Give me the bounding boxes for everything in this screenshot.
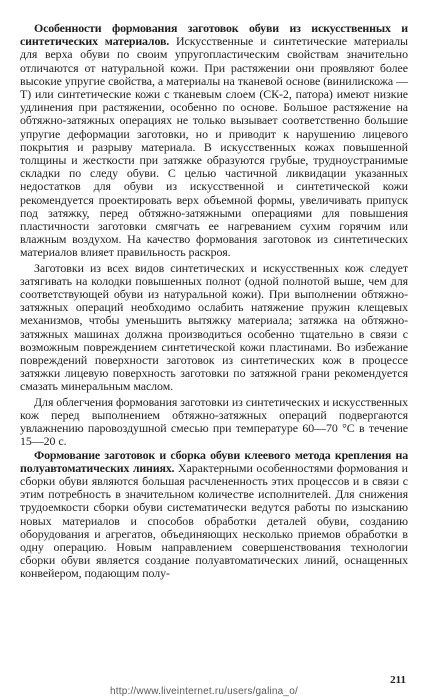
paragraph-heading: Особенности формования заготовок обуви из искусственных и синтетических материалов. — [20, 21, 408, 49]
watermark-url: http://www.liveinternet.ru/users/galina_o/ — [110, 686, 298, 697]
paragraph-text: Для облегчения формования заготовки из синтетических и искусственных кож перед выполнением обтяжно-затяжных операций подвергаются увлажнению паровоздушной смесью при температуре 60—70 °С в течение 15—20 с. — [20, 394, 408, 449]
paragraph-moistening — [20, 396, 408, 449]
paragraph-text: Искусственные и синтетические материалы для верха обуви по своим упругопластическим свойствам значительно отличаются от натуральной кожи. При растяжении они проявляют более высокие упругие свойства, а материалы на тканевой основе (винилискожа — Т) или синтетические кожи с тканевым слоем (СК-2, патора) имеют низкие удлинения при растяжении, особенно по основе. Большое растяжение на обтяжно-затяжных операциях не только вызывает соответственно большие упругие деформации заготовки, но и приводит к нарушению лицевого покрытия и разрыву материала. В искусственных кожах повышенной толщины и жесткости при затяжке образуются грубые, трудноустранимые складки по следу обуви. С целью частичной ликвидации указанных недостатков для обуви из искусственной и синтетической кожи рекомендуется проектировать верх объемной формы, увеличивать припуск под затяжку, перед обтяжно-затяжными операциями для повышения пластичности заготовки смягчать ее нагреванием сухим горячим или влажным воздухом. На качество формования заготовок из синтетических материалов влияет правильность раскроя. — [20, 34, 408, 260]
paragraph-lasting-recommendations — [20, 262, 408, 394]
paragraph-heading: Формование заготовок и сборка обуви клеевого метода крепления на полуавтоматических линиях. — [20, 447, 408, 475]
paragraph-synthetic-materials — [20, 22, 408, 260]
paragraph-text: Заготовки из всех видов синтетических и искусственных кож следует затягивать на колодки повышенных полнот (одной полнотой выше, чем для соответствующей обуви из натуральной кожи). При выполнении обтяжно-затяжных операций необходимо ослабить натяжение пружин клещевых механизмов, чтобы уменьшить вытяжку материала; затяжка на обтяжно-затяжных машинах должна производиться особенно тщательно в связи с возможным повреждением синтетической кожи пластинами. Во избежание повреждений поверхности заготовок из синтетических кож в процессе затяжки лицевую поверхность заготовки по затяжной грани рекомендуется смазать минеральным маслом. — [20, 260, 408, 394]
paragraph-semi-automatic-lines — [20, 449, 408, 581]
paragraph-text: Характерными особенностями формования и сборки обуви являются большая расчлененность этих процессов и в связи с этим потребность в значительном количестве исполнителей. Для снижения трудоемкости сборки обуви систематически ведутся работы по изысканию новых материалов и способов обработки деталей обуви, созданию оборудования и агрегатов, объединяющих несколько приемов обработки в одну операцию. Новым направлением совершенствования технологии сборки обуви является создание полуавтоматических линий, оснащенных конвейером, подающим полу- — [20, 460, 408, 581]
page-number: 211 — [390, 674, 406, 686]
